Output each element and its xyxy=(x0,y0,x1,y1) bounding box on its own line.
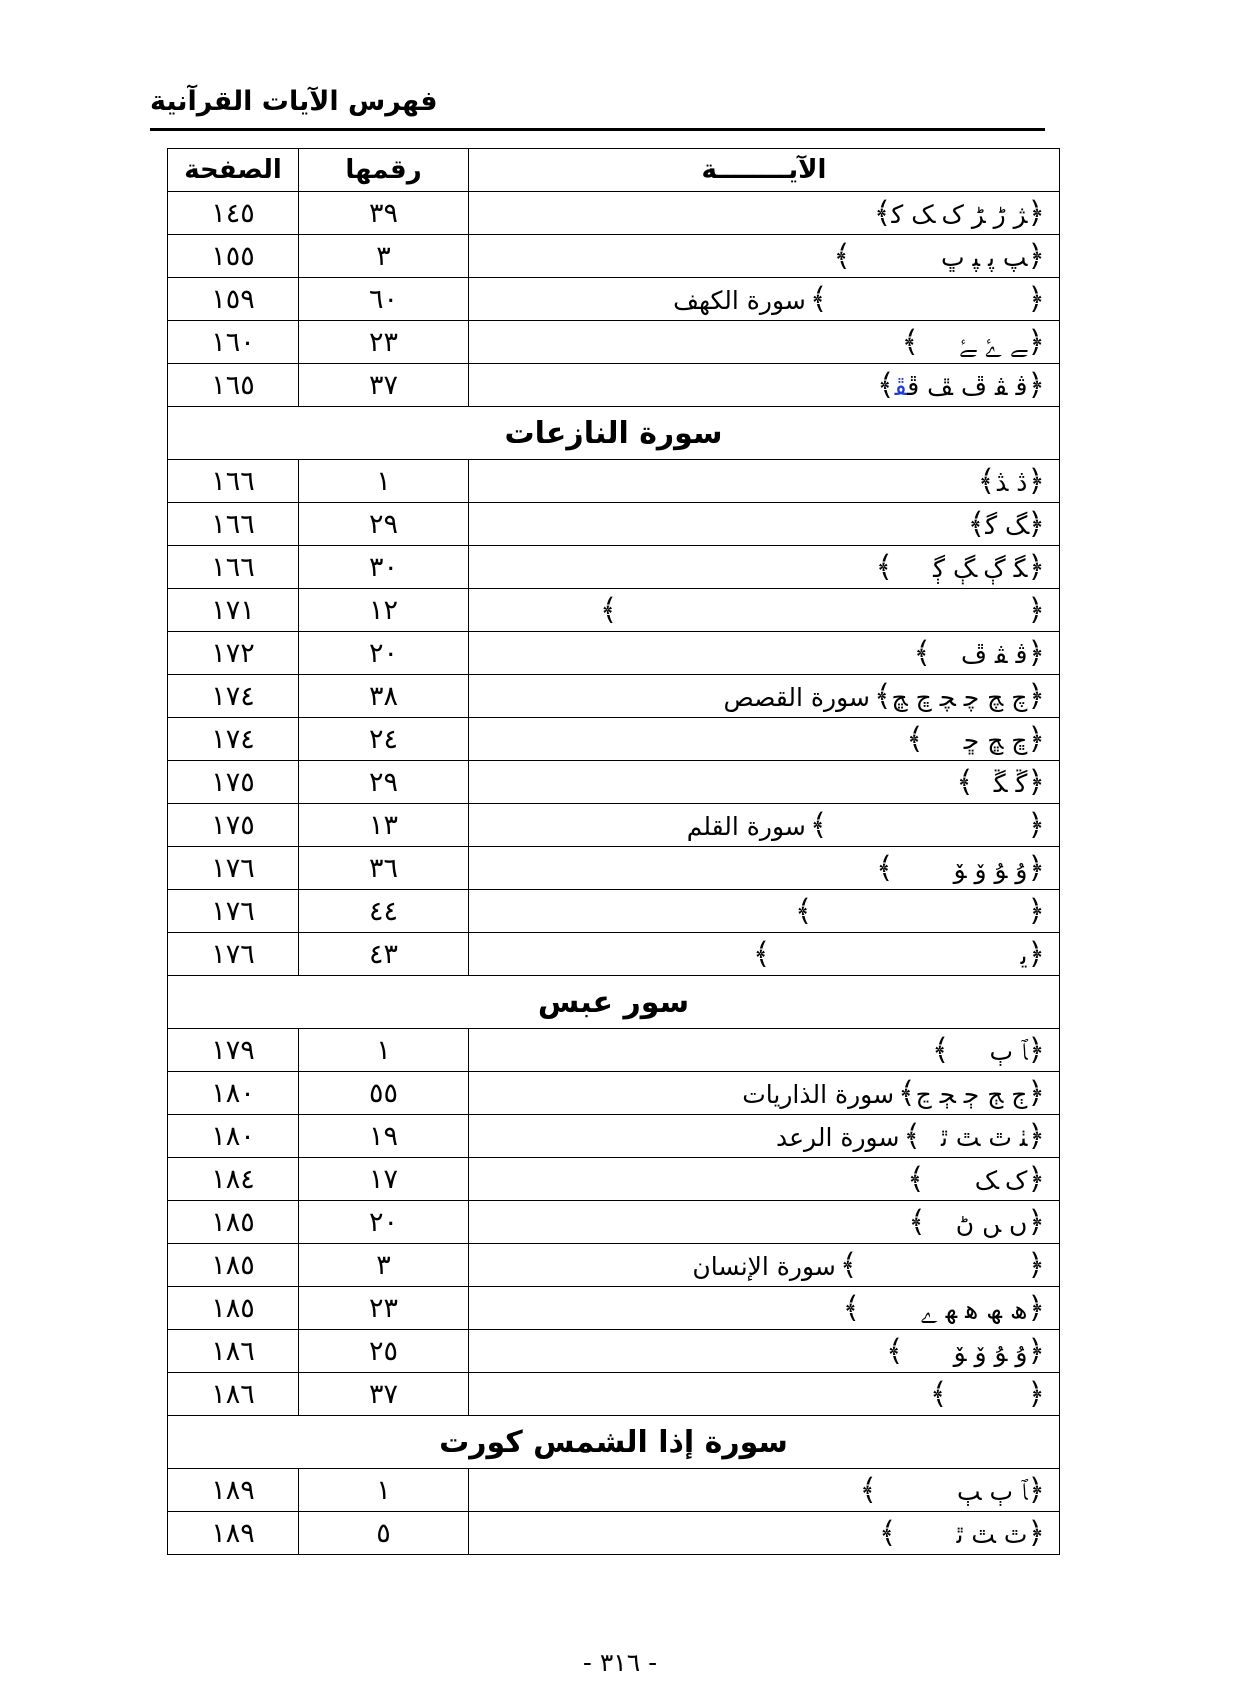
opening-bracket-ornament: ﴿ xyxy=(1027,195,1045,231)
opening-bracket-ornament: ﴿ xyxy=(1027,549,1045,585)
verse-text: ﭲ ﭳ ﭴ ﭵ ﭶ xyxy=(915,1079,1028,1109)
table-row xyxy=(168,1201,1060,1244)
verse-number-cell: ٣٠ xyxy=(299,546,469,589)
opening-bracket-ornament: ﴿ xyxy=(1027,1376,1045,1412)
table-row xyxy=(168,718,1060,761)
verse-text: ﮜ ﮝ xyxy=(993,768,1028,798)
table-row xyxy=(168,761,1060,804)
verse-cell xyxy=(469,804,1060,847)
page-cell: ١٧٤ xyxy=(168,675,299,718)
closing-bracket-ornament: ﴾ xyxy=(886,1333,904,1369)
closing-bracket-ornament: ﴾ xyxy=(967,506,986,542)
verse-text: ﮓ ﮔ xyxy=(985,510,1028,540)
page-cell: ١٦٠ xyxy=(168,321,299,364)
verse-number-cell: ١ xyxy=(299,460,469,503)
verse-text-highlight: ﭱ xyxy=(894,371,908,401)
closing-bracket-ornament: ﴾ xyxy=(913,635,932,671)
surah-name: سورة القلم xyxy=(686,811,806,841)
opening-bracket-ornament: ﴿ xyxy=(1027,1204,1045,1240)
verse-cell xyxy=(469,632,1060,675)
closing-bracket-ornament: ﴾ xyxy=(842,1290,861,1326)
page-cell: ١٧٦ xyxy=(168,890,299,933)
table-row xyxy=(168,804,1060,847)
page-cell: ١٨٦ xyxy=(168,1373,299,1416)
closing-bracket-ornament: ﴾ xyxy=(898,1075,916,1111)
verse-number-cell: ١٣ xyxy=(299,804,469,847)
surah-name: سورة الذاريات xyxy=(742,1079,895,1109)
opening-bracket-ornament: ﴿ xyxy=(1027,1247,1045,1283)
opening-bracket-ornament: ﴿ xyxy=(1027,506,1045,542)
table-row xyxy=(168,1287,1060,1330)
verse-number-cell: ٢٩ xyxy=(299,761,469,804)
verse-cell xyxy=(469,761,1060,804)
verse-text: ﭑ ﭒ ﭓ xyxy=(957,1476,1028,1506)
opening-bracket-ornament: ﴿ xyxy=(1027,1472,1045,1508)
verse-text: ﯾ xyxy=(1020,940,1028,970)
page-cell: ١٨٩ xyxy=(168,1469,299,1512)
verse-number-cell: ٤٤ xyxy=(299,890,469,933)
table-row xyxy=(168,1072,1060,1115)
verse-index-table xyxy=(167,148,1060,1555)
verse-text: ﭢ ﭣ ﭤ xyxy=(956,1519,1028,1549)
verse-number-cell: ٣ xyxy=(299,235,469,278)
page-cell: ١٥٥ xyxy=(168,235,299,278)
verse-text: ﯗ ﯘ ﯙ ﯚ xyxy=(953,854,1028,884)
opening-bracket-ornament: ﴿ xyxy=(1027,1032,1045,1068)
closing-bracket-ornament: ﴾ xyxy=(908,1204,926,1240)
verse-cell xyxy=(469,235,1060,278)
opening-bracket-ornament: ﴿ xyxy=(1027,1515,1045,1551)
opening-bracket-ornament: ﴿ xyxy=(1027,807,1045,843)
surah-section-title: سور عبس xyxy=(168,976,1060,1029)
verse-cell xyxy=(469,589,1060,632)
closing-bracket-ornament: ﴾ xyxy=(977,463,996,499)
closing-bracket-ornament: ﴾ xyxy=(809,281,828,317)
table-row xyxy=(168,632,1060,675)
surah-section-row xyxy=(168,407,1060,460)
verse-cell xyxy=(469,890,1060,933)
closing-bracket-ornament: ﴾ xyxy=(931,1032,950,1068)
verse-cell xyxy=(469,1330,1060,1373)
verse-number-cell: ٢٣ xyxy=(299,1287,469,1330)
closing-bracket-ornament: ﴾ xyxy=(877,367,895,403)
page-cell: ١٨٦ xyxy=(168,1330,299,1373)
verse-number-cell: ٣ xyxy=(299,1244,469,1287)
verse-cell xyxy=(469,278,1060,321)
closing-bracket-ornament: ﴾ xyxy=(901,324,920,360)
opening-bracket-ornament: ﴿ xyxy=(1027,281,1045,317)
column-header-verse: الآيــــــــة xyxy=(469,149,1060,192)
verse-number-cell: ٦٠ xyxy=(299,278,469,321)
verse-text: ﮆ ﮇ xyxy=(995,467,1028,497)
verse-text: ﭑ ﭒ xyxy=(989,1036,1028,1066)
verse-text: ﭬ ﭭ ﭮ ﭯ ﭰ xyxy=(907,371,1028,401)
verse-number-cell: ١ xyxy=(299,1469,469,1512)
verse-text: ﯗ ﯘ ﯙ ﯚ xyxy=(953,1337,1028,1367)
page-cell: ١٨٠ xyxy=(168,1072,299,1115)
closing-bracket-ornament: ﴾ xyxy=(929,1376,948,1412)
verse-cell xyxy=(469,675,1060,718)
page-cell: ١٨٥ xyxy=(168,1201,299,1244)
verse-number-cell: ١ xyxy=(299,1029,469,1072)
verse-cell xyxy=(469,321,1060,364)
surah-name: سورة الكهف xyxy=(673,285,806,315)
verse-cell xyxy=(469,460,1060,503)
verse-cell xyxy=(469,1158,1060,1201)
opening-bracket-ornament: ﴿ xyxy=(1027,463,1045,499)
table-row xyxy=(168,1244,1060,1287)
verse-number-cell: ٥ xyxy=(299,1512,469,1555)
closing-bracket-ornament: ﴾ xyxy=(956,764,974,800)
page-title: فهرس الآيات القرآنية xyxy=(150,86,438,117)
table-row xyxy=(168,235,1060,278)
page-number: - ٣١٦ - xyxy=(582,1648,658,1677)
table-row xyxy=(168,321,1060,364)
surah-name: سورة الرعد xyxy=(776,1122,900,1152)
closing-bracket-ornament: ﴾ xyxy=(878,1515,897,1551)
table-row xyxy=(168,890,1060,933)
verse-number-cell: ٤٣ xyxy=(299,933,469,976)
opening-bracket-ornament: ﴿ xyxy=(1027,1075,1045,1111)
verse-number-cell: ٢٣ xyxy=(299,321,469,364)
page-cell: ١٨٤ xyxy=(168,1158,299,1201)
page-cell: ١٤٥ xyxy=(168,192,299,235)
verse-cell xyxy=(469,933,1060,976)
page-cell: ١٧٢ xyxy=(168,632,299,675)
surah-section-row xyxy=(168,1416,1060,1469)
opening-bracket-ornament: ﴿ xyxy=(1027,1161,1045,1197)
opening-bracket-ornament: ﴿ xyxy=(1027,721,1045,757)
verse-number-cell: ٣٧ xyxy=(299,364,469,407)
table-row xyxy=(168,1469,1060,1512)
page-cell: ١٦٦ xyxy=(168,460,299,503)
opening-bracket-ornament: ﴿ xyxy=(1027,850,1045,886)
closing-bracket-ornament: ﴾ xyxy=(833,238,851,274)
page-cell: ١٨٥ xyxy=(168,1244,299,1287)
table-row xyxy=(168,546,1060,589)
verse-number-cell: ٣٧ xyxy=(299,1373,469,1416)
closing-bracket-ornament: ﴾ xyxy=(599,592,618,628)
verse-cell xyxy=(469,1287,1060,1330)
opening-bracket-ornament: ﴿ xyxy=(1027,324,1045,360)
page-cell: ١٧١ xyxy=(168,589,299,632)
surah-section-title: سورة النازعات xyxy=(168,407,1060,460)
table-row xyxy=(168,1115,1060,1158)
verse-number-cell: ٥٥ xyxy=(299,1072,469,1115)
column-header-page: الصفحة xyxy=(168,149,299,192)
page-header xyxy=(150,82,1045,131)
page-cell: ١٧٩ xyxy=(168,1029,299,1072)
closing-bracket-ornament: ﴾ xyxy=(906,721,924,757)
verse-cell xyxy=(469,1201,1060,1244)
verse-text: ﮕ ﮖ ﮗ ﮘ xyxy=(933,553,1028,583)
opening-bracket-ornament: ﴿ xyxy=(1027,764,1045,800)
verse-number-cell: ٢٠ xyxy=(299,1201,469,1244)
verse-number-cell: ٢٠ xyxy=(299,632,469,675)
verse-cell xyxy=(469,718,1060,761)
page-cell: ١٨٥ xyxy=(168,1287,299,1330)
verse-number-cell: ٣٨ xyxy=(299,675,469,718)
verse-text: ﮋ ﮌ ﮍ ﮎ ﮏ ﮐ xyxy=(891,199,1028,229)
table-row xyxy=(168,503,1060,546)
page-cell: ١٦٥ xyxy=(168,364,299,407)
opening-bracket-ornament: ﴿ xyxy=(1027,367,1045,403)
verse-cell xyxy=(469,1115,1060,1158)
verse-cell xyxy=(469,1244,1060,1287)
surah-section-row xyxy=(168,976,1060,1029)
table-row xyxy=(168,933,1060,976)
verse-cell xyxy=(469,546,1060,589)
column-header-number: رقمها xyxy=(299,149,469,192)
page-cell: ١٥٩ xyxy=(168,278,299,321)
page-cell: ١٧٥ xyxy=(168,804,299,847)
verse-cell xyxy=(469,1373,1060,1416)
table-header-row xyxy=(168,149,1060,192)
closing-bracket-ornament: ﴾ xyxy=(794,893,813,929)
opening-bracket-ornament: ﴿ xyxy=(1027,893,1045,929)
closing-bracket-ornament: ﴾ xyxy=(875,549,894,585)
verse-number-cell: ٣٦ xyxy=(299,847,469,890)
verse-cell xyxy=(469,192,1060,235)
verse-number-cell: ٢٩ xyxy=(299,503,469,546)
table-row xyxy=(168,675,1060,718)
closing-bracket-ornament: ﴾ xyxy=(752,936,771,972)
page-cell: ١٦٦ xyxy=(168,546,299,589)
table-row xyxy=(168,1330,1060,1373)
table-row xyxy=(168,1158,1060,1201)
verse-text: ﭗ ﭘ ﭙ ﭚ xyxy=(940,242,1028,272)
table-row xyxy=(168,1029,1060,1072)
opening-bracket-ornament: ﴿ xyxy=(1027,1118,1045,1154)
opening-bracket-ornament: ﴿ xyxy=(1027,635,1045,671)
surah-section-title: سورة إذا الشمس كورت xyxy=(168,1416,1060,1469)
verse-cell xyxy=(469,1029,1060,1072)
closing-bracket-ornament: ﴾ xyxy=(809,807,828,843)
page-cell: ١٧٥ xyxy=(168,761,299,804)
verse-text: ﮎ ﮏ xyxy=(974,1165,1028,1195)
closing-bracket-ornament: ﴾ xyxy=(876,850,894,886)
table-row xyxy=(168,589,1060,632)
verse-cell xyxy=(469,847,1060,890)
verse-cell xyxy=(469,503,1060,546)
verse-number-cell: ١٩ xyxy=(299,1115,469,1158)
verse-text: ﭾ ﭿ ﮀ xyxy=(963,725,1028,755)
closing-bracket-ornament: ﴾ xyxy=(873,195,892,231)
page-cell: ١٨٠ xyxy=(168,1115,299,1158)
table-row xyxy=(168,847,1060,890)
opening-bracket-ornament: ﴿ xyxy=(1027,238,1045,274)
surah-name: سورة القصص xyxy=(723,682,870,712)
table-row xyxy=(168,192,1060,235)
verse-number-cell: ٢٤ xyxy=(299,718,469,761)
verse-text: ﮪ ﮫ ﮬ ﮭ ﮮ xyxy=(920,1294,1028,1324)
page-cell: ١٧٦ xyxy=(168,847,299,890)
verse-text: ﮯ ﮰ ﮱ xyxy=(959,328,1028,358)
verse-number-cell: ١٧ xyxy=(299,1158,469,1201)
verse-text: ﭡ ﭢ ﭣ ﭤ xyxy=(940,1122,1028,1152)
closing-bracket-ornament: ﴾ xyxy=(907,1161,925,1197)
opening-bracket-ornament: ﴿ xyxy=(1027,678,1045,714)
verse-text: ﭬ ﭭ ﭮ xyxy=(961,639,1028,669)
verse-cell xyxy=(469,364,1060,407)
opening-bracket-ornament: ﴿ xyxy=(1027,936,1045,972)
page-cell: ١٧٤ xyxy=(168,718,299,761)
page-cell: ١٨٩ xyxy=(168,1512,299,1555)
verse-cell xyxy=(469,1469,1060,1512)
page-cell: ١٦٦ xyxy=(168,503,299,546)
verse-number-cell: ٢٥ xyxy=(299,1330,469,1373)
verse-cell xyxy=(469,1072,1060,1115)
opening-bracket-ornament: ﴿ xyxy=(1027,1290,1045,1326)
opening-bracket-ornament: ﴿ xyxy=(1027,592,1045,628)
closing-bracket-ornament: ﴾ xyxy=(873,678,892,714)
opening-bracket-ornament: ﴿ xyxy=(1027,1333,1045,1369)
verse-number-cell: ٣٩ xyxy=(299,192,469,235)
page-cell: ١٧٦ xyxy=(168,933,299,976)
table-row xyxy=(168,1512,1060,1555)
table-body xyxy=(168,192,1060,1555)
table-row xyxy=(168,278,1060,321)
verse-text: ﭺ ﭻ ﭼ ﭽ ﭾ ﭿ xyxy=(891,682,1028,712)
verse-cell xyxy=(469,1512,1060,1555)
closing-bracket-ornament: ﴾ xyxy=(903,1118,921,1154)
closing-bracket-ornament: ﴾ xyxy=(859,1472,878,1508)
table-row xyxy=(168,460,1060,503)
verse-text: ﮞ ﮟ ﮠ xyxy=(955,1208,1028,1238)
closing-bracket-ornament: ﴾ xyxy=(839,1247,858,1283)
surah-name: سورة الإنسان xyxy=(692,1251,836,1281)
table-row xyxy=(168,1373,1060,1416)
verse-number-cell: ١٢ xyxy=(299,589,469,632)
table-row xyxy=(168,364,1060,407)
